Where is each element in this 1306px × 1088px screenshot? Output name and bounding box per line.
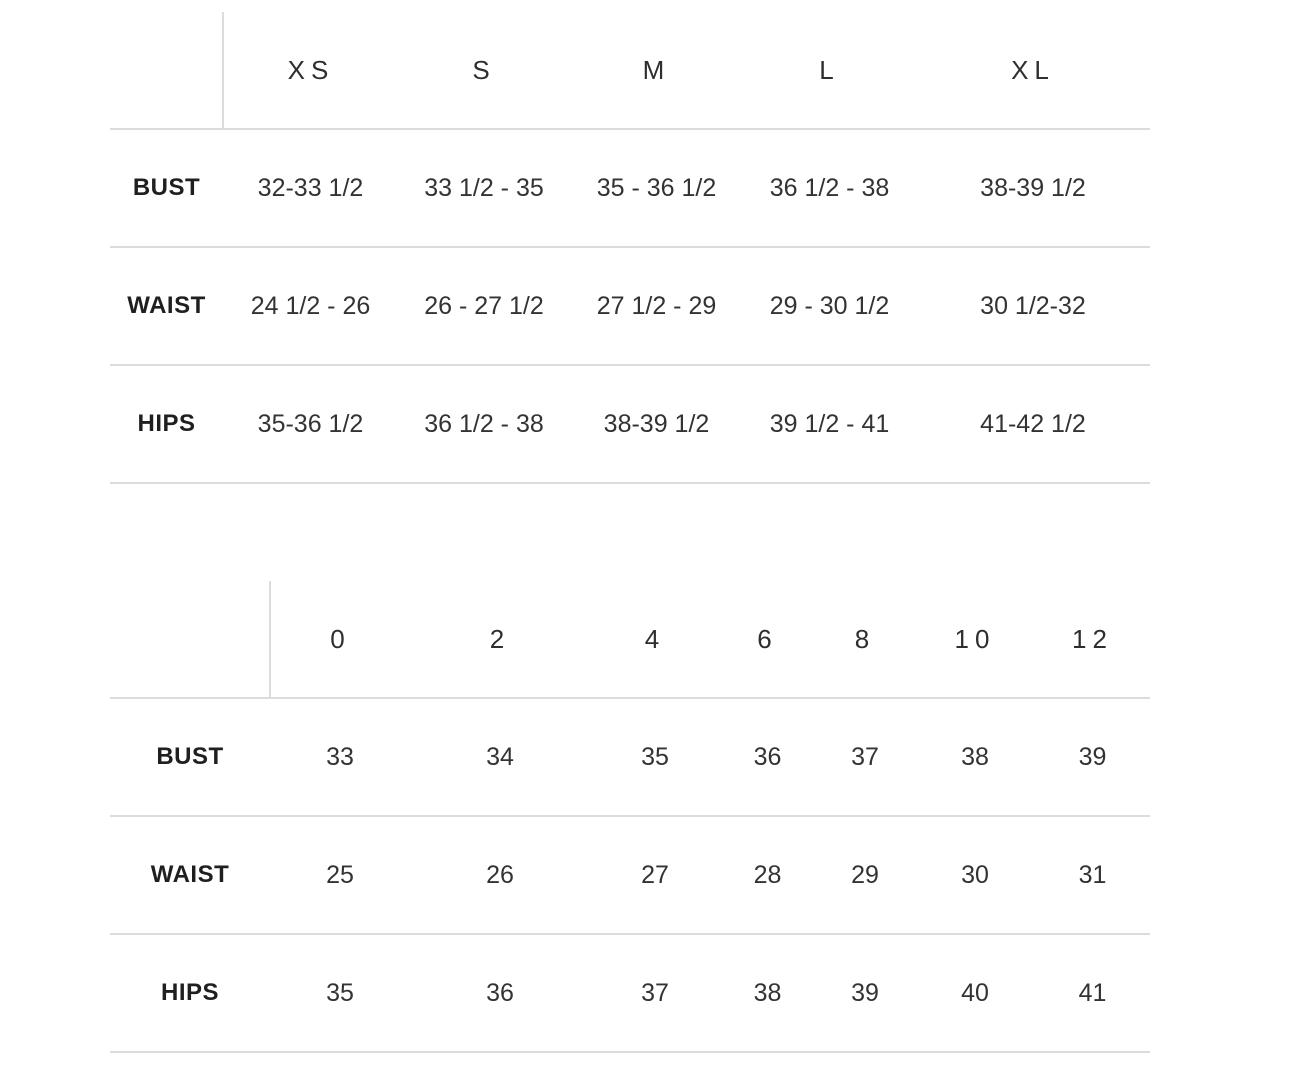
measurement-cell: 39 1/2 - 41 [743, 365, 916, 483]
measurement-cell: 38-39 1/2 [916, 129, 1150, 247]
row-label-waist: WAIST [110, 247, 223, 365]
measurement-cell: 39 [1035, 698, 1150, 816]
measurement-cell: 39 [815, 934, 915, 1052]
size-header: L [743, 12, 916, 129]
measurement-cell: 41 [1035, 934, 1150, 1052]
size-header: 4 [590, 581, 720, 698]
size-header: 10 [915, 581, 1035, 698]
table-row [110, 247, 1150, 365]
size-header-row [110, 12, 1150, 129]
table-row [110, 934, 1150, 1052]
measurement-cell: 35 [590, 698, 720, 816]
measurement-cell: 29 - 30 1/2 [743, 247, 916, 365]
measurement-cell: 38 [720, 934, 815, 1052]
size-header: 6 [720, 581, 815, 698]
table-row [110, 816, 1150, 934]
measurement-cell: 38 [915, 698, 1035, 816]
header-corner-cell [110, 581, 270, 698]
size-header: 2 [410, 581, 590, 698]
measurement-cell: 36 [720, 698, 815, 816]
measurement-cell: 35 - 36 1/2 [570, 129, 743, 247]
measurement-cell: 24 1/2 - 26 [223, 247, 398, 365]
measurement-cell: 37 [815, 698, 915, 816]
measurement-cell: 36 1/2 - 38 [398, 365, 570, 483]
size-header: M [570, 12, 743, 129]
size-header: XL [916, 12, 1150, 129]
size-header: 12 [1035, 581, 1150, 698]
measurement-cell: 29 [815, 816, 915, 934]
table-row [110, 129, 1150, 247]
measurement-cell: 26 [410, 816, 590, 934]
measurement-cell: 34 [410, 698, 590, 816]
size-header-row [110, 581, 1150, 698]
measurement-cell: 28 [720, 816, 815, 934]
letter-size-table [110, 12, 1150, 484]
table-row [110, 698, 1150, 816]
measurement-cell: 27 [590, 816, 720, 934]
measurement-cell: 30 1/2-32 [916, 247, 1150, 365]
measurement-cell: 41-42 1/2 [916, 365, 1150, 483]
size-header: 8 [815, 581, 915, 698]
table-row [110, 365, 1150, 483]
row-label-hips: HIPS [110, 934, 270, 1052]
measurement-cell: 26 - 27 1/2 [398, 247, 570, 365]
size-header: S [398, 12, 570, 129]
measurement-cell: 40 [915, 934, 1035, 1052]
header-corner-cell [110, 12, 223, 129]
size-header: XS [223, 12, 398, 129]
measurement-cell: 27 1/2 - 29 [570, 247, 743, 365]
measurement-cell: 33 [270, 698, 410, 816]
row-label-bust: BUST [110, 129, 223, 247]
row-label-waist: WAIST [110, 816, 270, 934]
measurement-cell: 35 [270, 934, 410, 1052]
measurement-cell: 35-36 1/2 [223, 365, 398, 483]
numeric-size-table [110, 581, 1150, 1053]
measurement-cell: 30 [915, 816, 1035, 934]
measurement-cell: 33 1/2 - 35 [398, 129, 570, 247]
row-label-hips: HIPS [110, 365, 223, 483]
size-header: 0 [270, 581, 410, 698]
measurement-cell: 25 [270, 816, 410, 934]
measurement-cell: 37 [590, 934, 720, 1052]
measurement-cell: 38-39 1/2 [570, 365, 743, 483]
measurement-cell: 31 [1035, 816, 1150, 934]
measurement-cell: 36 1/2 - 38 [743, 129, 916, 247]
measurement-cell: 32-33 1/2 [223, 129, 398, 247]
row-label-bust: BUST [110, 698, 270, 816]
measurement-cell: 36 [410, 934, 590, 1052]
